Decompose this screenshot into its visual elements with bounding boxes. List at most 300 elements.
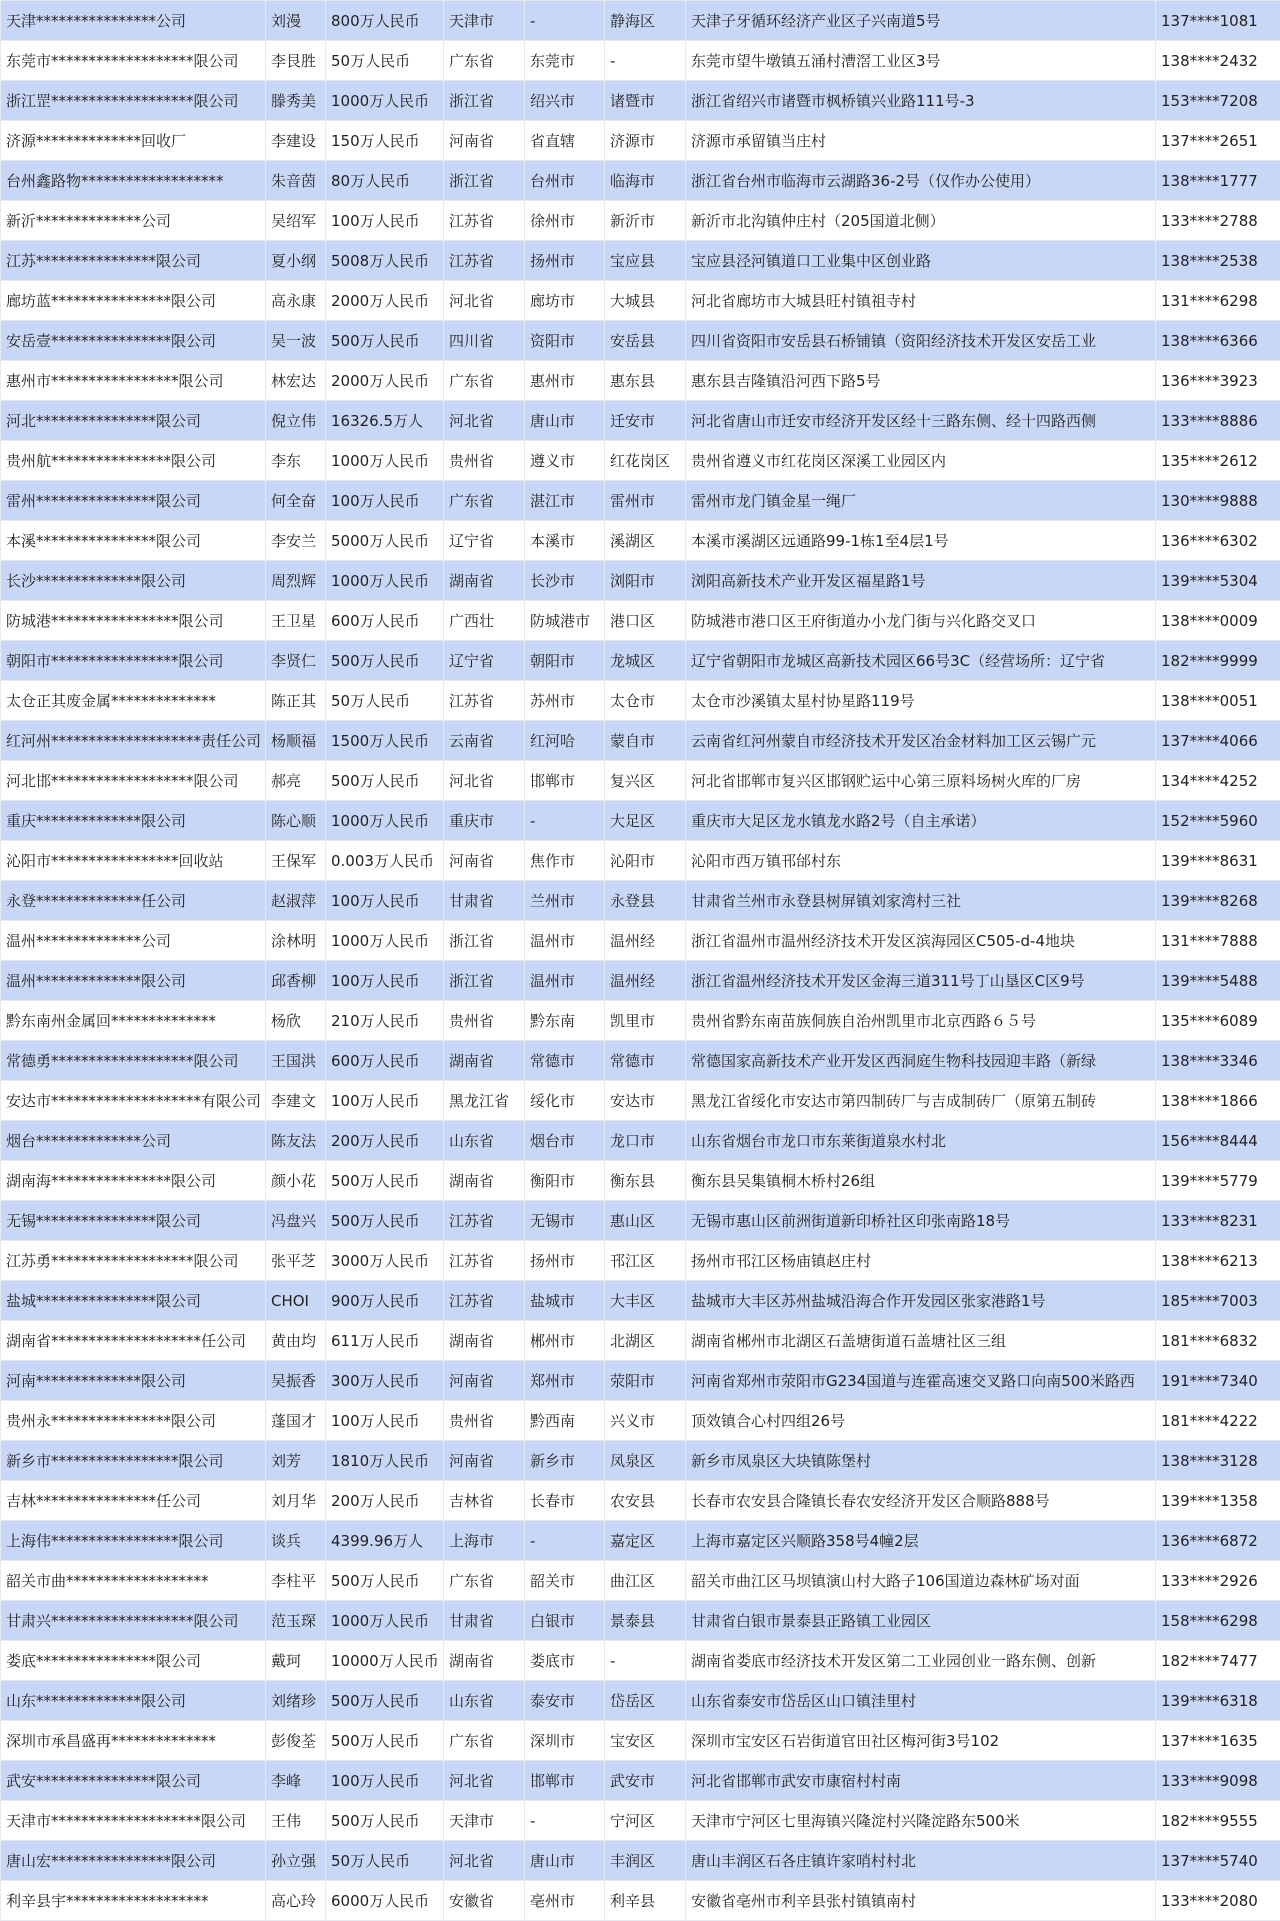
legal-rep-cell: CHOI	[266, 1281, 326, 1321]
address-cell: 四川省资阳市安岳县石桥铺镇（资阳经济技术开发区安岳工业	[686, 321, 1156, 361]
legal-rep-cell: 陈心顺	[266, 801, 326, 841]
legal-rep-cell: 彭俊荃	[266, 1721, 326, 1761]
registered-capital-cell: 200万人民币	[326, 1121, 444, 1161]
legal-rep-cell: 邱香柳	[266, 961, 326, 1001]
legal-rep-cell: 高心玲	[266, 1881, 326, 1921]
phone-cell: 139****5488	[1156, 961, 1280, 1001]
registered-capital-cell: 500万人民币	[326, 1201, 444, 1241]
phone-cell: 136****6872	[1156, 1521, 1280, 1561]
table-row	[1, 401, 1280, 441]
district-cell: 凤泉区	[605, 1441, 686, 1481]
district-cell: 曲江区	[605, 1561, 686, 1601]
province-cell: 广东省	[444, 1561, 525, 1601]
registered-capital-cell: 100万人民币	[326, 481, 444, 521]
registered-capital-cell: 600万人民币	[326, 601, 444, 641]
phone-cell: 156****8444	[1156, 1121, 1280, 1161]
address-cell: 云南省红河州蒙自市经济技术开发区冶金材料加工区云锡广元	[686, 721, 1156, 761]
legal-rep-cell: 李贤仁	[266, 641, 326, 681]
table-row	[1, 801, 1280, 841]
legal-rep-cell: 李柱平	[266, 1561, 326, 1601]
phone-cell: 137****1635	[1156, 1721, 1280, 1761]
district-cell: 浏阳市	[605, 561, 686, 601]
district-cell: 溪湖区	[605, 521, 686, 561]
city-cell: 白银市	[525, 1601, 605, 1641]
city-cell: 朝阳市	[525, 641, 605, 681]
legal-rep-cell: 王国洪	[266, 1041, 326, 1081]
company-name-cell: 天津****************公司	[1, 1, 266, 41]
province-cell: 河北省	[444, 281, 525, 321]
phone-cell: 139****1358	[1156, 1481, 1280, 1521]
company-name-cell: 新沂**************公司	[1, 201, 266, 241]
district-cell: 惠东县	[605, 361, 686, 401]
table-row	[1, 1161, 1280, 1201]
city-cell: 韶关市	[525, 1561, 605, 1601]
address-cell: 山东省烟台市龙口市东莱街道泉水村北	[686, 1121, 1156, 1161]
province-cell: 江苏省	[444, 201, 525, 241]
province-cell: 河北省	[444, 761, 525, 801]
city-cell: 惠州市	[525, 361, 605, 401]
district-cell: 沁阳市	[605, 841, 686, 881]
company-name-cell: 贵州航****************限公司	[1, 441, 266, 481]
registered-capital-cell: 2000万人民币	[326, 281, 444, 321]
company-name-cell: 台州鑫路物*******************	[1, 161, 266, 201]
company-name-cell: 娄底****************限公司	[1, 1641, 266, 1681]
registered-capital-cell: 500万人民币	[326, 1561, 444, 1601]
legal-rep-cell: 黄由均	[266, 1321, 326, 1361]
legal-rep-cell: 李峰	[266, 1761, 326, 1801]
table-row	[1, 921, 1280, 961]
phone-cell: 182****9999	[1156, 641, 1280, 681]
registered-capital-cell: 1000万人民币	[326, 921, 444, 961]
province-cell: 山东省	[444, 1681, 525, 1721]
address-cell: 湖南省郴州市北湖区石盖塘街道石盖塘社区三组	[686, 1321, 1156, 1361]
legal-rep-cell: 刘月华	[266, 1481, 326, 1521]
city-cell: 扬州市	[525, 241, 605, 281]
district-cell: 港口区	[605, 601, 686, 641]
table-row	[1, 1001, 1280, 1041]
table-row	[1, 1681, 1280, 1721]
company-name-cell: 安达市********************有限公司	[1, 1081, 266, 1121]
legal-rep-cell: 刘漫	[266, 1, 326, 41]
district-cell: 温州经	[605, 961, 686, 1001]
city-cell: 焦作市	[525, 841, 605, 881]
legal-rep-cell: 李建文	[266, 1081, 326, 1121]
province-cell: 吉林省	[444, 1481, 525, 1521]
table-row	[1, 881, 1280, 921]
phone-cell: 135****6089	[1156, 1001, 1280, 1041]
district-cell: 龙城区	[605, 641, 686, 681]
registered-capital-cell: 900万人民币	[326, 1281, 444, 1321]
district-cell: 利辛县	[605, 1881, 686, 1921]
legal-rep-cell: 张平芝	[266, 1241, 326, 1281]
phone-cell: 139****8268	[1156, 881, 1280, 921]
registered-capital-cell: 1000万人民币	[326, 81, 444, 121]
registered-capital-cell: 50万人民币	[326, 681, 444, 721]
city-cell: -	[525, 1, 605, 41]
company-name-cell: 本溪****************限公司	[1, 521, 266, 561]
district-cell: 济源市	[605, 121, 686, 161]
address-cell: 雷州市龙门镇金星一绳厂	[686, 481, 1156, 521]
table-row	[1, 1201, 1280, 1241]
address-cell: 新乡市凤泉区大块镇陈堡村	[686, 1441, 1156, 1481]
company-name-cell: 新乡市*****************限公司	[1, 1441, 266, 1481]
district-cell: 大足区	[605, 801, 686, 841]
table-row	[1, 1241, 1280, 1281]
phone-cell: 138****0051	[1156, 681, 1280, 721]
legal-rep-cell: 何全奋	[266, 481, 326, 521]
city-cell: 长春市	[525, 1481, 605, 1521]
province-cell: 贵州省	[444, 1401, 525, 1441]
company-name-cell: 盐城****************限公司	[1, 1281, 266, 1321]
district-cell: 静海区	[605, 1, 686, 41]
phone-cell: 138****3128	[1156, 1441, 1280, 1481]
legal-rep-cell: 范玉琛	[266, 1601, 326, 1641]
table-row	[1, 1441, 1280, 1481]
province-cell: 河南省	[444, 1441, 525, 1481]
table-row	[1, 721, 1280, 761]
province-cell: 江苏省	[444, 1281, 525, 1321]
legal-rep-cell: 陈友法	[266, 1121, 326, 1161]
legal-rep-cell: 周烈辉	[266, 561, 326, 601]
district-cell: -	[605, 1641, 686, 1681]
district-cell: 嘉定区	[605, 1521, 686, 1561]
phone-cell: 138****3346	[1156, 1041, 1280, 1081]
table-row	[1, 1721, 1280, 1761]
registered-capital-cell: 100万人民币	[326, 1081, 444, 1121]
legal-rep-cell: 王伟	[266, 1801, 326, 1841]
province-cell: 甘肃省	[444, 1601, 525, 1641]
phone-cell: 135****2612	[1156, 441, 1280, 481]
company-name-cell: 江苏勇*******************限公司	[1, 1241, 266, 1281]
company-name-cell: 上海伟*****************限公司	[1, 1521, 266, 1561]
city-cell: 绍兴市	[525, 81, 605, 121]
phone-cell: 131****7888	[1156, 921, 1280, 961]
table-row	[1, 201, 1280, 241]
table-row	[1, 1841, 1280, 1881]
registered-capital-cell: 150万人民币	[326, 121, 444, 161]
legal-rep-cell: 冯盘兴	[266, 1201, 326, 1241]
registered-capital-cell: 100万人民币	[326, 1401, 444, 1441]
province-cell: 山东省	[444, 1121, 525, 1161]
address-cell: 本溪市溪湖区远通路99-1栋1至4层1号	[686, 521, 1156, 561]
city-cell: 本溪市	[525, 521, 605, 561]
company-name-cell: 常德勇*******************限公司	[1, 1041, 266, 1081]
table-row	[1, 1601, 1280, 1641]
district-cell: 宝应县	[605, 241, 686, 281]
province-cell: 河南省	[444, 841, 525, 881]
phone-cell: 133****8886	[1156, 401, 1280, 441]
district-cell: -	[605, 41, 686, 81]
address-cell: 防城港市港口区王府街道办小龙门街与兴化路交叉口	[686, 601, 1156, 641]
city-cell: 台州市	[525, 161, 605, 201]
province-cell: 浙江省	[444, 921, 525, 961]
address-cell: 太仓市沙溪镇太星村协星路119号	[686, 681, 1156, 721]
registered-capital-cell: 50万人民币	[326, 41, 444, 81]
address-cell: 甘肃省白银市景泰县正路镇工业园区	[686, 1601, 1156, 1641]
legal-rep-cell: 李安兰	[266, 521, 326, 561]
company-name-cell: 温州**************公司	[1, 921, 266, 961]
company-name-cell: 朝阳市*****************限公司	[1, 641, 266, 681]
province-cell: 湖南省	[444, 1641, 525, 1681]
legal-rep-cell: 李建设	[266, 121, 326, 161]
legal-rep-cell: 涂林明	[266, 921, 326, 961]
company-name-cell: 烟台**************公司	[1, 1121, 266, 1161]
phone-cell: 136****3923	[1156, 361, 1280, 401]
address-cell: 天津子牙循环经济产业区子兴南道5号	[686, 1, 1156, 41]
phone-cell: 181****6832	[1156, 1321, 1280, 1361]
table-row	[1, 41, 1280, 81]
city-cell: 泰安市	[525, 1681, 605, 1721]
company-name-cell: 唐山宏****************限公司	[1, 1841, 266, 1881]
table-row	[1, 961, 1280, 1001]
province-cell: 广东省	[444, 361, 525, 401]
table-row	[1, 321, 1280, 361]
legal-rep-cell: 朱音茵	[266, 161, 326, 201]
address-cell: 黑龙江省绥化市安达市第四制砖厂与吉成制砖厂（原第五制砖	[686, 1081, 1156, 1121]
registered-capital-cell: 5000万人民币	[326, 521, 444, 561]
district-cell: 临海市	[605, 161, 686, 201]
registered-capital-cell: 800万人民币	[326, 1, 444, 41]
city-cell: 邯郸市	[525, 1761, 605, 1801]
province-cell: 江苏省	[444, 1241, 525, 1281]
registered-capital-cell: 3000万人民币	[326, 1241, 444, 1281]
registered-capital-cell: 1000万人民币	[326, 561, 444, 601]
province-cell: 江苏省	[444, 681, 525, 721]
registered-capital-cell: 2000万人民币	[326, 361, 444, 401]
company-name-cell: 武安****************限公司	[1, 1761, 266, 1801]
district-cell: 永登县	[605, 881, 686, 921]
address-cell: 济源市承留镇当庄村	[686, 121, 1156, 161]
company-name-cell: 沁阳市*****************回收站	[1, 841, 266, 881]
table-row	[1, 241, 1280, 281]
legal-rep-cell: 林宏达	[266, 361, 326, 401]
city-cell: 徐州市	[525, 201, 605, 241]
table-row	[1, 1041, 1280, 1081]
company-name-cell: 东莞市*******************限公司	[1, 41, 266, 81]
province-cell: 四川省	[444, 321, 525, 361]
table-row	[1, 641, 1280, 681]
province-cell: 甘肃省	[444, 881, 525, 921]
legal-rep-cell: 吴一波	[266, 321, 326, 361]
legal-rep-cell: 刘芳	[266, 1441, 326, 1481]
district-cell: 荥阳市	[605, 1361, 686, 1401]
phone-cell: 139****8631	[1156, 841, 1280, 881]
phone-cell: 130****9888	[1156, 481, 1280, 521]
registered-capital-cell: 16326.5万人	[326, 401, 444, 441]
table-body	[1, 1, 1280, 1921]
company-name-cell: 山东**************限公司	[1, 1681, 266, 1721]
city-cell: 东莞市	[525, 41, 605, 81]
province-cell: 江苏省	[444, 241, 525, 281]
address-cell: 惠东县吉隆镇沿河西下路5号	[686, 361, 1156, 401]
phone-cell: 138****1777	[1156, 161, 1280, 201]
registered-capital-cell: 1500万人民币	[326, 721, 444, 761]
city-cell: 黔东南	[525, 1001, 605, 1041]
address-cell: 山东省泰安市岱岳区山口镇洼里村	[686, 1681, 1156, 1721]
legal-rep-cell: 陈正其	[266, 681, 326, 721]
city-cell: 温州市	[525, 961, 605, 1001]
city-cell: 兰州市	[525, 881, 605, 921]
address-cell: 宝应县泾河镇道口工业集中区创业路	[686, 241, 1156, 281]
legal-rep-cell: 孙立强	[266, 1841, 326, 1881]
province-cell: 浙江省	[444, 81, 525, 121]
company-name-cell: 无锡****************限公司	[1, 1201, 266, 1241]
table-row	[1, 81, 1280, 121]
district-cell: 武安市	[605, 1761, 686, 1801]
phone-cell: 182****7477	[1156, 1641, 1280, 1681]
address-cell: 浙江省温州经济技术开发区金海三道311号丁山垦区C区9号	[686, 961, 1156, 1001]
phone-cell: 133****8231	[1156, 1201, 1280, 1241]
phone-cell: 133****9098	[1156, 1761, 1280, 1801]
company-name-cell: 深圳市承昌盛再**************	[1, 1721, 266, 1761]
legal-rep-cell: 赵淑萍	[266, 881, 326, 921]
legal-rep-cell: 杨顺福	[266, 721, 326, 761]
table-row	[1, 121, 1280, 161]
legal-rep-cell: 滕秀美	[266, 81, 326, 121]
registered-capital-cell: 200万人民币	[326, 1481, 444, 1521]
registered-capital-cell: 4399.96万人	[326, 1521, 444, 1561]
registered-capital-cell: 1000万人民币	[326, 1601, 444, 1641]
phone-cell: 131****6298	[1156, 281, 1280, 321]
company-name-cell: 河北邯*******************限公司	[1, 761, 266, 801]
table-row	[1, 1121, 1280, 1161]
province-cell: 贵州省	[444, 441, 525, 481]
company-name-cell: 安岳壹****************限公司	[1, 321, 266, 361]
address-cell: 安徽省亳州市利辛县张村镇镇南村	[686, 1881, 1156, 1921]
province-cell: 黑龙江省	[444, 1081, 525, 1121]
address-cell: 河北省唐山市迁安市经济开发区经十三路东侧、经十四路西侧	[686, 401, 1156, 441]
address-cell: 顶效镇合心村四组26号	[686, 1401, 1156, 1441]
registered-capital-cell: 80万人民币	[326, 161, 444, 201]
table-row	[1, 1881, 1280, 1921]
phone-cell: 153****7208	[1156, 81, 1280, 121]
province-cell: 辽宁省	[444, 521, 525, 561]
phone-cell: 136****6302	[1156, 521, 1280, 561]
phone-cell: 134****4252	[1156, 761, 1280, 801]
phone-cell: 181****4222	[1156, 1401, 1280, 1441]
address-cell: 浙江省台州市临海市云湖路36-2号（仅作办公使用）	[686, 161, 1156, 201]
legal-rep-cell: 王卫星	[266, 601, 326, 641]
city-cell: 烟台市	[525, 1121, 605, 1161]
company-name-cell: 浙江罡*******************限公司	[1, 81, 266, 121]
company-name-cell: 重庆**************限公司	[1, 801, 266, 841]
province-cell: 天津市	[444, 1801, 525, 1841]
province-cell: 贵州省	[444, 1001, 525, 1041]
company-name-cell: 吉林****************任公司	[1, 1481, 266, 1521]
company-name-cell: 太仓正其废金属**************	[1, 681, 266, 721]
registered-capital-cell: 6000万人民币	[326, 1881, 444, 1921]
address-cell: 东莞市望牛墩镇五涌村漕滘工业区3号	[686, 41, 1156, 81]
company-name-cell: 河南**************限公司	[1, 1361, 266, 1401]
registered-capital-cell: 500万人民币	[326, 1681, 444, 1721]
province-cell: 河北省	[444, 1841, 525, 1881]
company-name-cell: 温州**************限公司	[1, 961, 266, 1001]
company-name-cell: 廊坊蓝****************限公司	[1, 281, 266, 321]
legal-rep-cell: 高永康	[266, 281, 326, 321]
table-row	[1, 1361, 1280, 1401]
city-cell: 唐山市	[525, 401, 605, 441]
table-row	[1, 1281, 1280, 1321]
phone-cell: 137****1081	[1156, 1, 1280, 41]
table-row	[1, 441, 1280, 481]
company-name-cell: 湖南省********************任公司	[1, 1321, 266, 1361]
address-cell: 盐城市大丰区苏州盐城沿海合作开发园区张家港路1号	[686, 1281, 1156, 1321]
district-cell: 太仓市	[605, 681, 686, 721]
district-cell: 大城县	[605, 281, 686, 321]
table-row	[1, 1521, 1280, 1561]
phone-cell: 138****2538	[1156, 241, 1280, 281]
company-name-cell: 甘肃兴*******************限公司	[1, 1601, 266, 1641]
phone-cell: 185****7003	[1156, 1281, 1280, 1321]
legal-rep-cell: 蓬国才	[266, 1401, 326, 1441]
address-cell: 唐山丰润区石各庄镇许家哨村村北	[686, 1841, 1156, 1881]
province-cell: 河北省	[444, 1761, 525, 1801]
district-cell: 凯里市	[605, 1001, 686, 1041]
province-cell: 广东省	[444, 1721, 525, 1761]
city-cell: 温州市	[525, 921, 605, 961]
table-row	[1, 1481, 1280, 1521]
province-cell: 广东省	[444, 41, 525, 81]
company-name-cell: 黔东南州金属回**************	[1, 1001, 266, 1041]
legal-rep-cell: 戴珂	[266, 1641, 326, 1681]
company-name-cell: 雷州****************限公司	[1, 481, 266, 521]
address-cell: 辽宁省朝阳市龙城区高新技术园区66号3C（经营场所：辽宁省	[686, 641, 1156, 681]
phone-cell: 139****6318	[1156, 1681, 1280, 1721]
table-row	[1, 161, 1280, 201]
registered-capital-cell: 500万人民币	[326, 321, 444, 361]
city-cell: 邯郸市	[525, 761, 605, 801]
address-cell: 扬州市邗江区杨庙镇赵庄村	[686, 1241, 1156, 1281]
address-cell: 河北省邯郸市武安市康宿村村南	[686, 1761, 1156, 1801]
phone-cell: 138****6213	[1156, 1241, 1280, 1281]
province-cell: 湖南省	[444, 1161, 525, 1201]
city-cell: 郴州市	[525, 1321, 605, 1361]
city-cell: 苏州市	[525, 681, 605, 721]
district-cell: 龙口市	[605, 1121, 686, 1161]
city-cell: 遵义市	[525, 441, 605, 481]
address-cell: 衡东县吴集镇桐木桥村26组	[686, 1161, 1156, 1201]
registered-capital-cell: 100万人民币	[326, 961, 444, 1001]
address-cell: 浙江省温州市温州经济技术开发区滨海园区C505-d-4地块	[686, 921, 1156, 961]
company-name-cell: 韶关市曲*******************	[1, 1561, 266, 1601]
city-cell: -	[525, 801, 605, 841]
phone-cell: 182****9555	[1156, 1801, 1280, 1841]
company-name-cell: 贵州永****************限公司	[1, 1401, 266, 1441]
phone-cell: 191****7340	[1156, 1361, 1280, 1401]
address-cell: 浙江省绍兴市诸暨市枫桥镇兴业路111号-3	[686, 81, 1156, 121]
company-name-cell: 红河州********************责任公司	[1, 721, 266, 761]
district-cell: 景泰县	[605, 1601, 686, 1641]
address-cell: 韶关市曲江区马坝镇演山村大路子106国道边森林矿场对面	[686, 1561, 1156, 1601]
city-cell: 郑州市	[525, 1361, 605, 1401]
city-cell: 长沙市	[525, 561, 605, 601]
city-cell: 唐山市	[525, 1841, 605, 1881]
registered-capital-cell: 10000万人民币	[326, 1641, 444, 1681]
legal-rep-cell: 谈兵	[266, 1521, 326, 1561]
registered-capital-cell: 1810万人民币	[326, 1441, 444, 1481]
registered-capital-cell: 500万人民币	[326, 641, 444, 681]
table-row	[1, 281, 1280, 321]
phone-cell: 138****1866	[1156, 1081, 1280, 1121]
company-name-cell: 长沙**************限公司	[1, 561, 266, 601]
company-name-cell: 利辛县宇*******************	[1, 1881, 266, 1921]
table-row	[1, 1, 1280, 41]
district-cell: 丰润区	[605, 1841, 686, 1881]
legal-rep-cell: 杨欣	[266, 1001, 326, 1041]
district-cell: 常德市	[605, 1041, 686, 1081]
company-name-cell: 防城港*****************限公司	[1, 601, 266, 641]
registered-capital-cell: 100万人民币	[326, 201, 444, 241]
